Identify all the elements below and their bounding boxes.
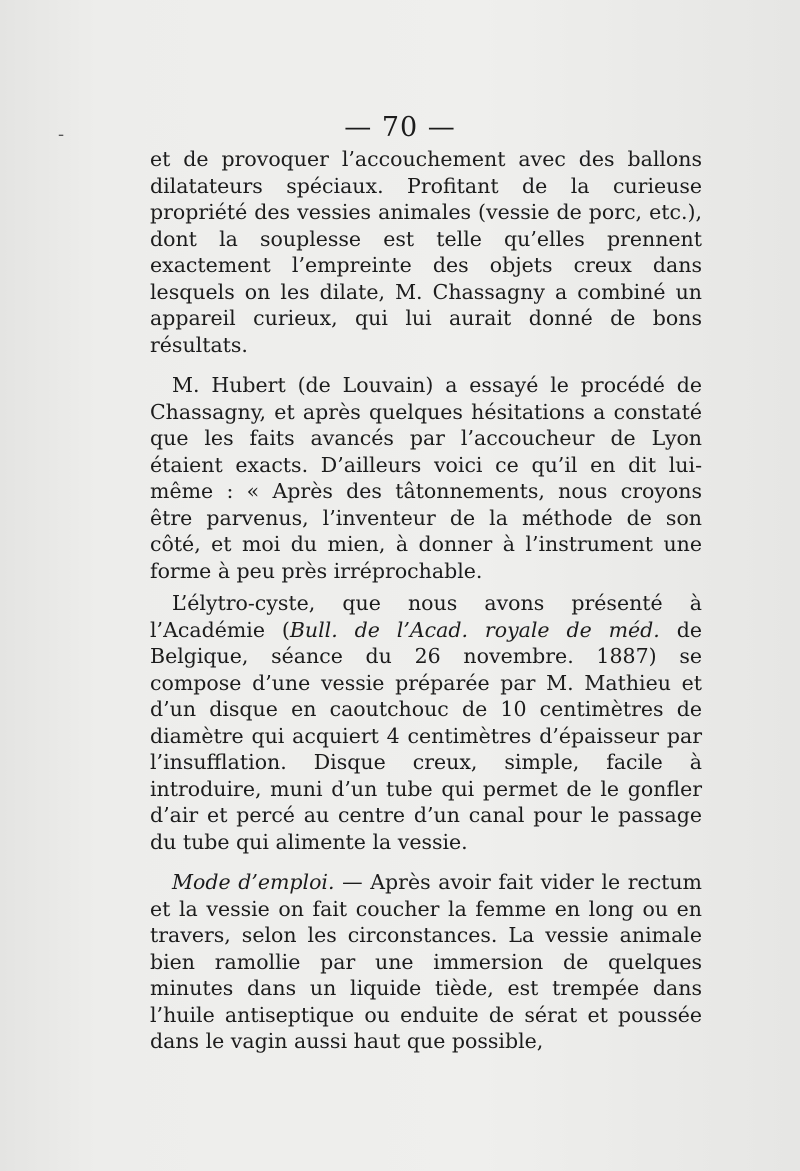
body-text [150, 146, 702, 1055]
section-lead: Mode d’emploi. [172, 870, 335, 894]
paragraph-1: et de provoquer l’accouchement avec des ballons dilatateurs spéciaux. Profitant de la curieuse propriété des vessies animales (vessie de porc, etc.), dont la souplesse est telle qu’elles prennent exactement l’empreinte des objets creux dans lesquels on les dilate, M. Chassagny a combiné un appareil curieux, qui lui aurait donné de bons résultats. [150, 147, 702, 357]
page-number: — 70 — [344, 112, 456, 143]
paragraph-2: M. Hubert (de Louvain) a essayé le procédé de Chassagny, et après quelques hésitations a constaté que les faits avancés par l’accoucheur de Lyon étaient exacts. D’ailleurs voici ce qu’il en dit lui-même : « Après des tâtonnements, nous croyons être parvenus, l’inventeur de la méthode de son côté, et moi du mien, à donner à l’instrument une forme à peu près irréprochable. [150, 373, 702, 583]
paragraph-3-rest: de Belgique, séance du 26 novembre. 1887) se compose d’une vessie préparée par M. Mathieu et d’un disque en caoutchouc de 10 centimètres de diamètre qui acquiert 4 centimètres d’épaisseur par l’insufflation. Disque creux, simple, facile à introduire, muni d’un tube qui permet de le gonfler d’air et percé au centre d’un canal pour le passage du tube qui alimente la vessie. [150, 617, 702, 854]
paragraph-3 [150, 590, 702, 855]
bulletin-reference: Bull. de l’Acad. royale de méd. [289, 617, 660, 642]
paragraph-3-start: L’élytro-cyste, que nous avons présenté à l’Académie ( [150, 591, 702, 642]
margin-mark: ‑ [58, 124, 65, 145]
paragraph-4-text: — Après avoir fait vider le rectum et la vessie on fait coucher la femme en long ou en travers, selon les circonstances. La vessie animale bien ramollie par une immersion de quelques minutes dans un liquide tiède, est trempée dans l’huile antiseptique ou enduite de sérat et poussée dans le vagin aussi haut que possible, [150, 870, 702, 1053]
paragraph-4 [150, 869, 702, 1055]
